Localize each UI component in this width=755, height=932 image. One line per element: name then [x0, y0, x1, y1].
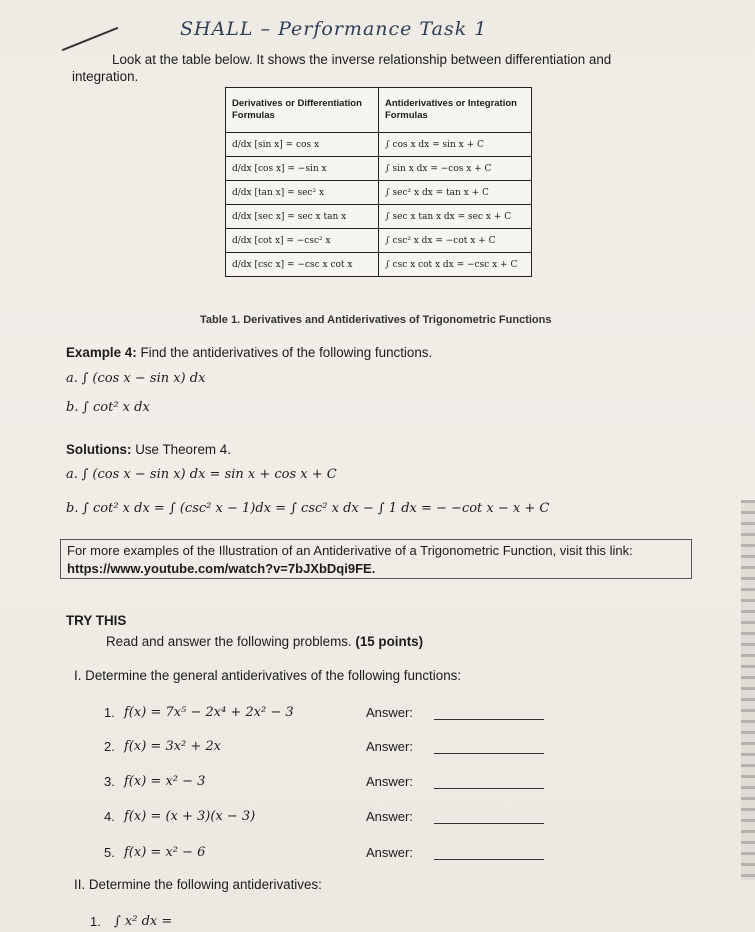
problem-function: ∫ x² dx =: [114, 914, 173, 929]
problem-number: 5.: [104, 845, 115, 860]
derivative-formula: d/dx [cot x] = −csc² x: [226, 229, 379, 253]
problem-row: [90, 914, 173, 929]
example-label: Example 4:: [66, 345, 137, 360]
solutions-label: Solutions:: [66, 442, 132, 457]
intro-line-2: integration.: [72, 69, 139, 84]
problem-number: 1.: [104, 705, 115, 720]
integral-formula: ∫ csc² x dx = −cot x + C: [379, 229, 532, 253]
table-row: [226, 229, 532, 253]
item-label: b.: [66, 501, 79, 516]
item-label: a.: [66, 371, 78, 386]
trig-formula-table: [225, 87, 532, 277]
problem-number: 4.: [104, 809, 115, 824]
table-header-derivatives: Derivatives or Differentiation Formulas: [226, 88, 379, 133]
table-caption: Table 1. Derivatives and Antiderivatives of Trigonometric Functions: [200, 314, 552, 326]
problem-row: [104, 739, 413, 754]
problem-function: f(x) = 3x² + 2x: [124, 739, 222, 754]
table-header-row: [226, 88, 532, 133]
answer-label: Answer:: [366, 774, 413, 789]
solutions-title: [66, 442, 231, 457]
section-1-heading: I. Determine the general antiderivatives of the following functions:: [74, 668, 462, 683]
link-description: For more examples of the Illustration of an Antiderivative of a Trigonometric Function, visit this link:: [67, 543, 633, 558]
math-expression: ∫ (cos x − sin x) dx: [81, 371, 206, 386]
resource-link-box: [60, 539, 692, 579]
solution-item-a: [66, 466, 337, 482]
example-item-a: [66, 370, 205, 386]
integral-formula: ∫ sec² x dx = tan x + C: [379, 181, 532, 205]
try-this-instructions: [106, 634, 423, 649]
table-row: [226, 205, 532, 229]
problem-row: [104, 774, 413, 789]
example-instruction: Find the antiderivatives of the following functions.: [136, 345, 433, 360]
integral-formula: ∫ sin x dx = −cos x + C: [379, 157, 532, 181]
integral-formula: ∫ sec x tan x dx = sec x + C: [379, 205, 532, 229]
derivative-formula: d/dx [cos x] = −sin x: [226, 157, 379, 181]
table-row: [226, 157, 532, 181]
example-title: [66, 345, 432, 360]
item-label: a.: [66, 467, 78, 482]
problem-number: 1.: [90, 914, 101, 929]
problem-number: 3.: [104, 774, 115, 789]
section-2-heading: II. Determine the following antiderivatives:: [74, 877, 322, 892]
integral-formula: ∫ csc x cot x dx = −csc x + C: [379, 253, 532, 277]
problem-function: f(x) = x² − 6: [124, 845, 206, 860]
table-row: [226, 133, 532, 157]
handwritten-title: SHALL – Performance Task 1: [180, 18, 488, 40]
solution-item-b: [66, 500, 549, 516]
problem-row: [104, 809, 413, 824]
pen-stroke: [62, 27, 118, 51]
table-header-antiderivatives: Antiderivatives or Integration Formulas: [379, 88, 532, 133]
derivative-formula: d/dx [csc x] = −csc x cot x: [226, 253, 379, 277]
example-item-b: [66, 399, 150, 415]
answer-label: Answer:: [366, 809, 413, 824]
problem-row: [104, 705, 413, 720]
math-expression: ∫ (cos x − sin x) dx = sin x + cos x + C: [81, 467, 337, 482]
points-label: (15 points): [355, 634, 424, 649]
try-this-heading: TRY THIS: [66, 613, 127, 628]
problem-function: f(x) = x² − 3: [124, 774, 206, 789]
problem-number: 2.: [104, 739, 115, 754]
problem-function: f(x) = 7x⁵ − 2x⁴ + 2x² − 3: [124, 705, 294, 720]
math-expression: ∫ cot² x dx: [82, 400, 150, 415]
answer-blank[interactable]: [434, 788, 544, 789]
table-row: [226, 181, 532, 205]
instructions-text: Read and answer the following problems.: [106, 634, 356, 649]
video-link[interactable]: https://www.youtube.com/watch?v=7bJXbDqi9FE.: [67, 561, 376, 576]
intro-line-1: Look at the table below. It shows the inverse relationship between differentiation and: [112, 52, 612, 67]
problem-function: f(x) = (x + 3)(x − 3): [124, 809, 256, 824]
answer-label: Answer:: [366, 845, 413, 860]
answer-blank[interactable]: [434, 753, 544, 754]
binder-edge: [741, 500, 755, 880]
solutions-instruction: Use Theorem 4.: [131, 442, 231, 457]
answer-blank[interactable]: [434, 823, 544, 824]
table-row: [226, 253, 532, 277]
intro-text: [72, 51, 672, 85]
answer-blank[interactable]: [434, 719, 544, 720]
item-label: b.: [66, 400, 79, 415]
derivative-formula: d/dx [sin x] = cos x: [226, 133, 379, 157]
derivative-formula: d/dx [tan x] = sec² x: [226, 181, 379, 205]
derivative-formula: d/dx [sec x] = sec x tan x: [226, 205, 379, 229]
integral-formula: ∫ cos x dx = sin x + C: [379, 133, 532, 157]
answer-label: Answer:: [366, 705, 413, 720]
answer-label: Answer:: [366, 739, 413, 754]
problem-row: [104, 845, 413, 860]
math-expression: ∫ cot² x dx = ∫ (csc² x − 1)dx = ∫ csc² x dx − ∫ 1 dx = − −cot x − x + C: [82, 501, 550, 516]
answer-blank[interactable]: [434, 859, 544, 860]
